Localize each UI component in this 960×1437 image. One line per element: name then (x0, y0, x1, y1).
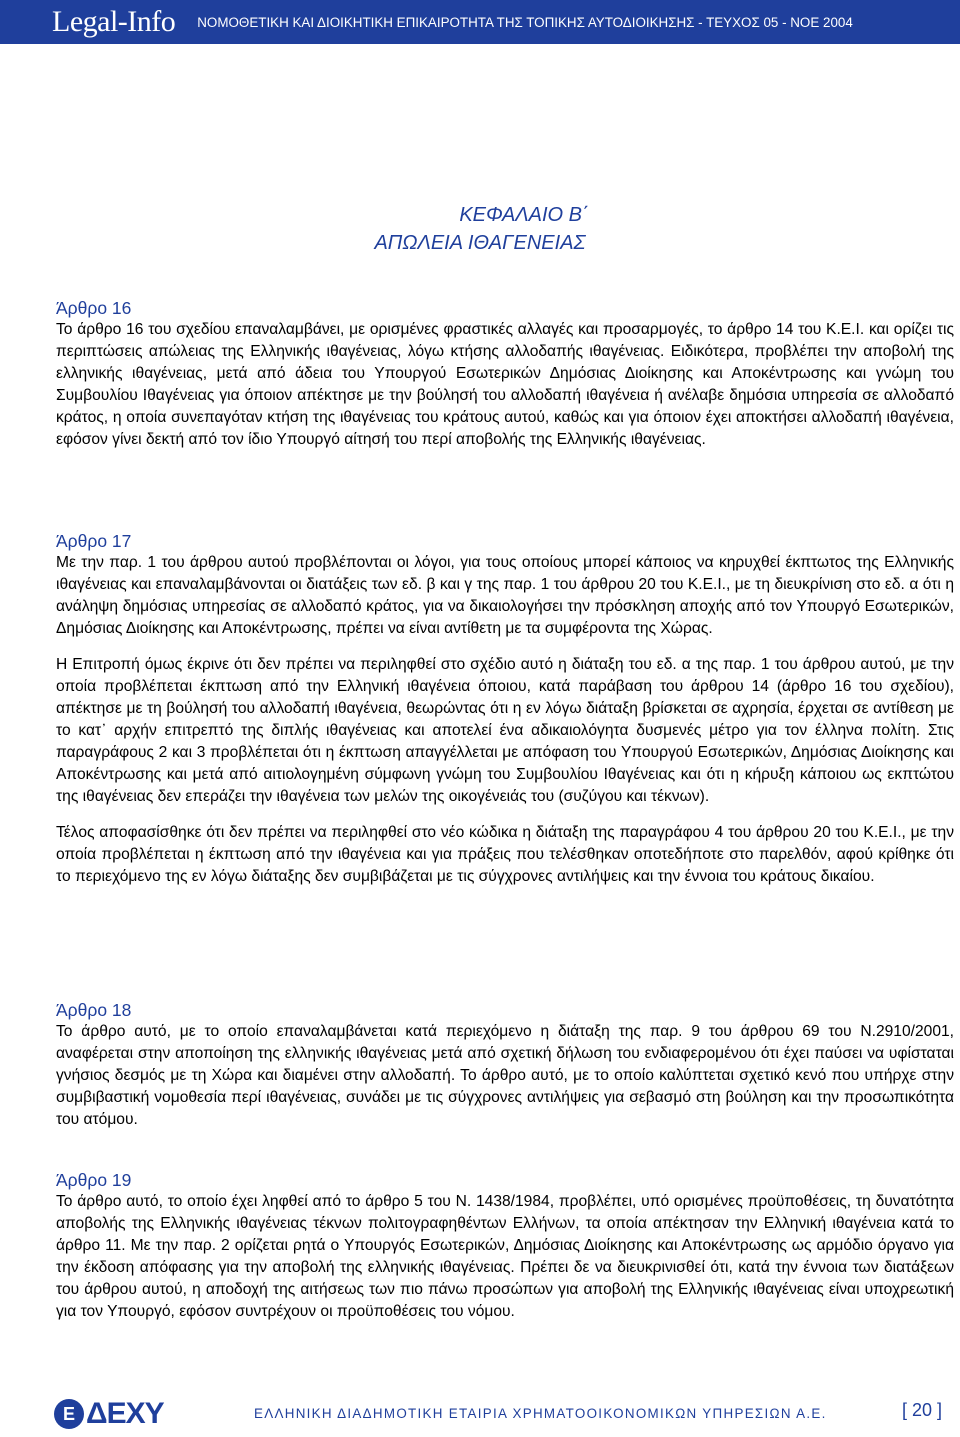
article-16 (56, 297, 954, 451)
chapter-title (0, 201, 960, 257)
article-heading: Άρθρο 18 (56, 1000, 132, 1020)
article-paragraph: Τέλος αποφασίσθηκε ότι δεν πρέπει να περιληφθεί στο νέο κώδικα η διάταξη της παραγράφου 4 του άρθρου 20 του Κ.Ε.Ι., με την οποία προβλέπεται η έκπτωση από την ιθαγένεια και για πράξεις που τελέσθηκαν οποτεδήποτε στο παρελθόν, αφού κρίθηκε ότι το περιεχόμενο της εν λόγω διάταξης δεν συμβιβάζεται με τις σύγχρονες αντιλήψεις και την έννοια του κράτους δικαίου. (56, 824, 954, 885)
legal-info-logo: Legal-Info (52, 5, 176, 38)
article-19 (56, 1169, 954, 1323)
article-paragraph: Το άρθρο 16 του σχεδίου επαναλαμβάνει, με ορισμένες φραστικές αλλαγές και προσαρμογές, το άρθρο 14 του Κ.Ε.Ι. και ορίζει τις περιπτώσεις απώλειας της Ελληνικής ιθαγένειας, λόγω κτήσης αλλοδαπής ιθαγένειας. Ειδικότερα, προβλέπει την αποβολή της ελληνικής ιθαγένειας, μετά από άδεια του Υπουργού Εσωτερικών Δημόσιας Διοίκησης και Αποκέντρωσης και γνώμη του Συμβουλίου Ιθαγένειας για όποιον απέκτησε με την βούλησή του αλλοδαπή ιθαγένεια ή ανέλαβε δημόσια υπηρεσία σε αλλοδαπό κράτος, η οποία συνεπαγόταν κτήση της ιθαγένειας του κράτους αυτού, καθώς και για όποιον έχει αποκτήσει αλλοδαπή ιθαγένεια, εφόσον γίνει δεκτή από τον ίδιο Υπουργό αίτησή του περί αποβολής της Ελληνικής ιθαγένειας. (56, 321, 954, 448)
chapter-number: ΚΕΦΑΛΑΙΟ Β΄ (459, 204, 589, 226)
edexy-logo-icon: Ε (54, 1399, 84, 1429)
article-heading: Άρθρο 17 (56, 531, 132, 551)
footer-company-name: ΕΛΛΗΝΙΚΗ ΔΙΑΔΗΜΟΤΙΚΗ ΕΤΑΙΡΙΑ ΧΡΗΜΑΤΟΟΙΚΟΝΟΜΙΚΩΝ ΥΠΗΡΕΣΙΩΝ Α.Ε. (254, 1406, 827, 1421)
page-footer (0, 1386, 960, 1436)
edexy-logo (54, 1394, 164, 1434)
article-heading: Άρθρο 19 (56, 1170, 132, 1190)
article-18 (56, 999, 954, 1131)
chapter-name: ΑΠΩΛΕΙΑ ΙΘΑΓΕΝΕΙΑΣ (374, 232, 586, 254)
page-header (0, 0, 960, 44)
edexy-logo-text: ΔΕΧΥ (86, 1397, 164, 1430)
article-heading: Άρθρο 16 (56, 298, 132, 318)
article-paragraph: Η Επιτροπή όμως έκρινε ότι δεν πρέπει να περιληφθεί στο σχέδιο αυτό η διάταξη του εδ. α της παρ. 1 του άρθρου αυτού, με την οποία προβλέπεται έκπτωση από την Ελληνική ιθαγένεια όποιου, κατά παράβαση του άρθρου 14 (άρθρο 16 του σχεδίου), απέκτησε με τη βούλησή του αλλοδαπή ιθαγένεια, θεωρώντας ότι η εν λόγω διάταξη βρίσκεται σε αχρησία, έρχεται σε αντίθεση με το κατ᾽ αρχήν επιτρεπτό της διπλής ιθαγένειας και αποτελεί ένα αδικαιολόγητα δυσμενές μέτρο για τον έλληνα πολίτη. Στις παραγράφους 2 και 3 προβλέπεται ότι η έκπτωση απαγγέλλεται με απόφαση του Υπουργού Εσωτερικών, Δημόσιας Διοίκησης και Αποκέντρωσης και μετά από αιτιολογημένη σύμφωνη γνώμη του Συμβουλίου Ιθαγένειας και ότι η κήρυξη κάποιου ως εκπτώτου της ιθαγένειας δεν επεράζει την ιθαγένεια των μελών της οικογένειάς του (συζύγου και τέκνων). (56, 656, 954, 805)
article-paragraph: Το άρθρο αυτό, το οποίο έχει ληφθεί από το άρθρο 5 του Ν. 1438/1984, προβλέπει, υπό ορισμένες προϋποθέσεις, τη δυνατότητα αποβολής της Ελληνικής ιθαγένειας τέκνων πολιτογραφηθέντων Ελλήνων, τα οποία απέκτησαν την Ελληνική ιθαγένεια κατά το άρθρο 11. Με την παρ. 2 ορίζεται ρητά ο Υπουργός Εσωτερικών, Δημόσιας Διοίκησης και Αποκέντρωσης ως αρμόδιο όργανο για την έκδοση απόφασης για την αποβολή της ελληνικής ιθαγένειας. Πρέπει δε να διευκρινισθεί ότι, κατά την έννοια των διατάξεων του άρθρου αυτού, η αποδοχή της αιτήσεως των πιο πάνω προσώπων για αποβολή της Ελληνικής ιθαγένειας είναι υποχρεωτική για τον Υπουργό, εφόσον συντρέχουν οι προϋποθέσεις του νόμου. (56, 1193, 954, 1320)
page-number: [ 20 ] (902, 1400, 943, 1420)
article-17 (56, 530, 954, 888)
article-paragraph: Με την παρ. 1 του άρθρου αυτού προβλέπονται οι λόγοι, για τους οποίους μπορεί κάποιος να κηρυχθεί έκπτωτος της Ελληνικής ιθαγένειας και επαναλαμβάνονται οι διατάξεις των εδ. β και γ της παρ. 1 του άρθρου 20 του Κ.Ε.Ι., με τη διευκρίνιση στο εδ. α ότι η ανάληψη δημόσιας υπηρεσίας σε αλλοδαπό κράτος, για να δικαιολογήσει την πρόσκληση αποχής από τον Υπουργό Εσωτερικών, Δημόσιας Διοίκησης και Αποκέντρωσης, πρέπει να είναι αντίθετη με τα συμφέροντα της Χώρας. (56, 554, 954, 637)
header-subtitle: ΝΟΜΟΘΕΤΙΚΗ ΚΑΙ ΔΙΟΙΚΗΤΙΚΗ ΕΠΙΚΑΙΡΟΤΗΤΑ ΤΗΣ ΤΟΠΙΚΗΣ ΑΥΤΟΔΙΟΙΚΗΣΗΣ - ΤΕΥΧΟΣ 05 - ΝΟΕ 2004 (197, 14, 853, 30)
article-paragraph: Το άρθρο αυτό, με το οποίο επαναλαμβάνεται κατά περιεχόμενο η διάταξη της παρ. 9 του άρθρου 69 του Ν.2910/2001, αναφέρεται στην αποποίηση της ελληνικής ιθαγένειας μετά από σχετική δήλωση του ενδιαφερομένου ότι έχει παύσει να υφίσταται γνήσιος δεσμός με τη Χώρα και διαμένει στην αλλοδαπή. Το άρθρο αυτό, με το οποίο καλύπτεται σχετικό κενό που υπήρχε στην συμβιβαστική νομοθεσία περί ιθαγένειας, συνάδει με τις σύγχρονες αντιλήψεις για σεβασμό στη βούληση και την προσωπικότητα του ατόμου. (56, 1023, 954, 1128)
